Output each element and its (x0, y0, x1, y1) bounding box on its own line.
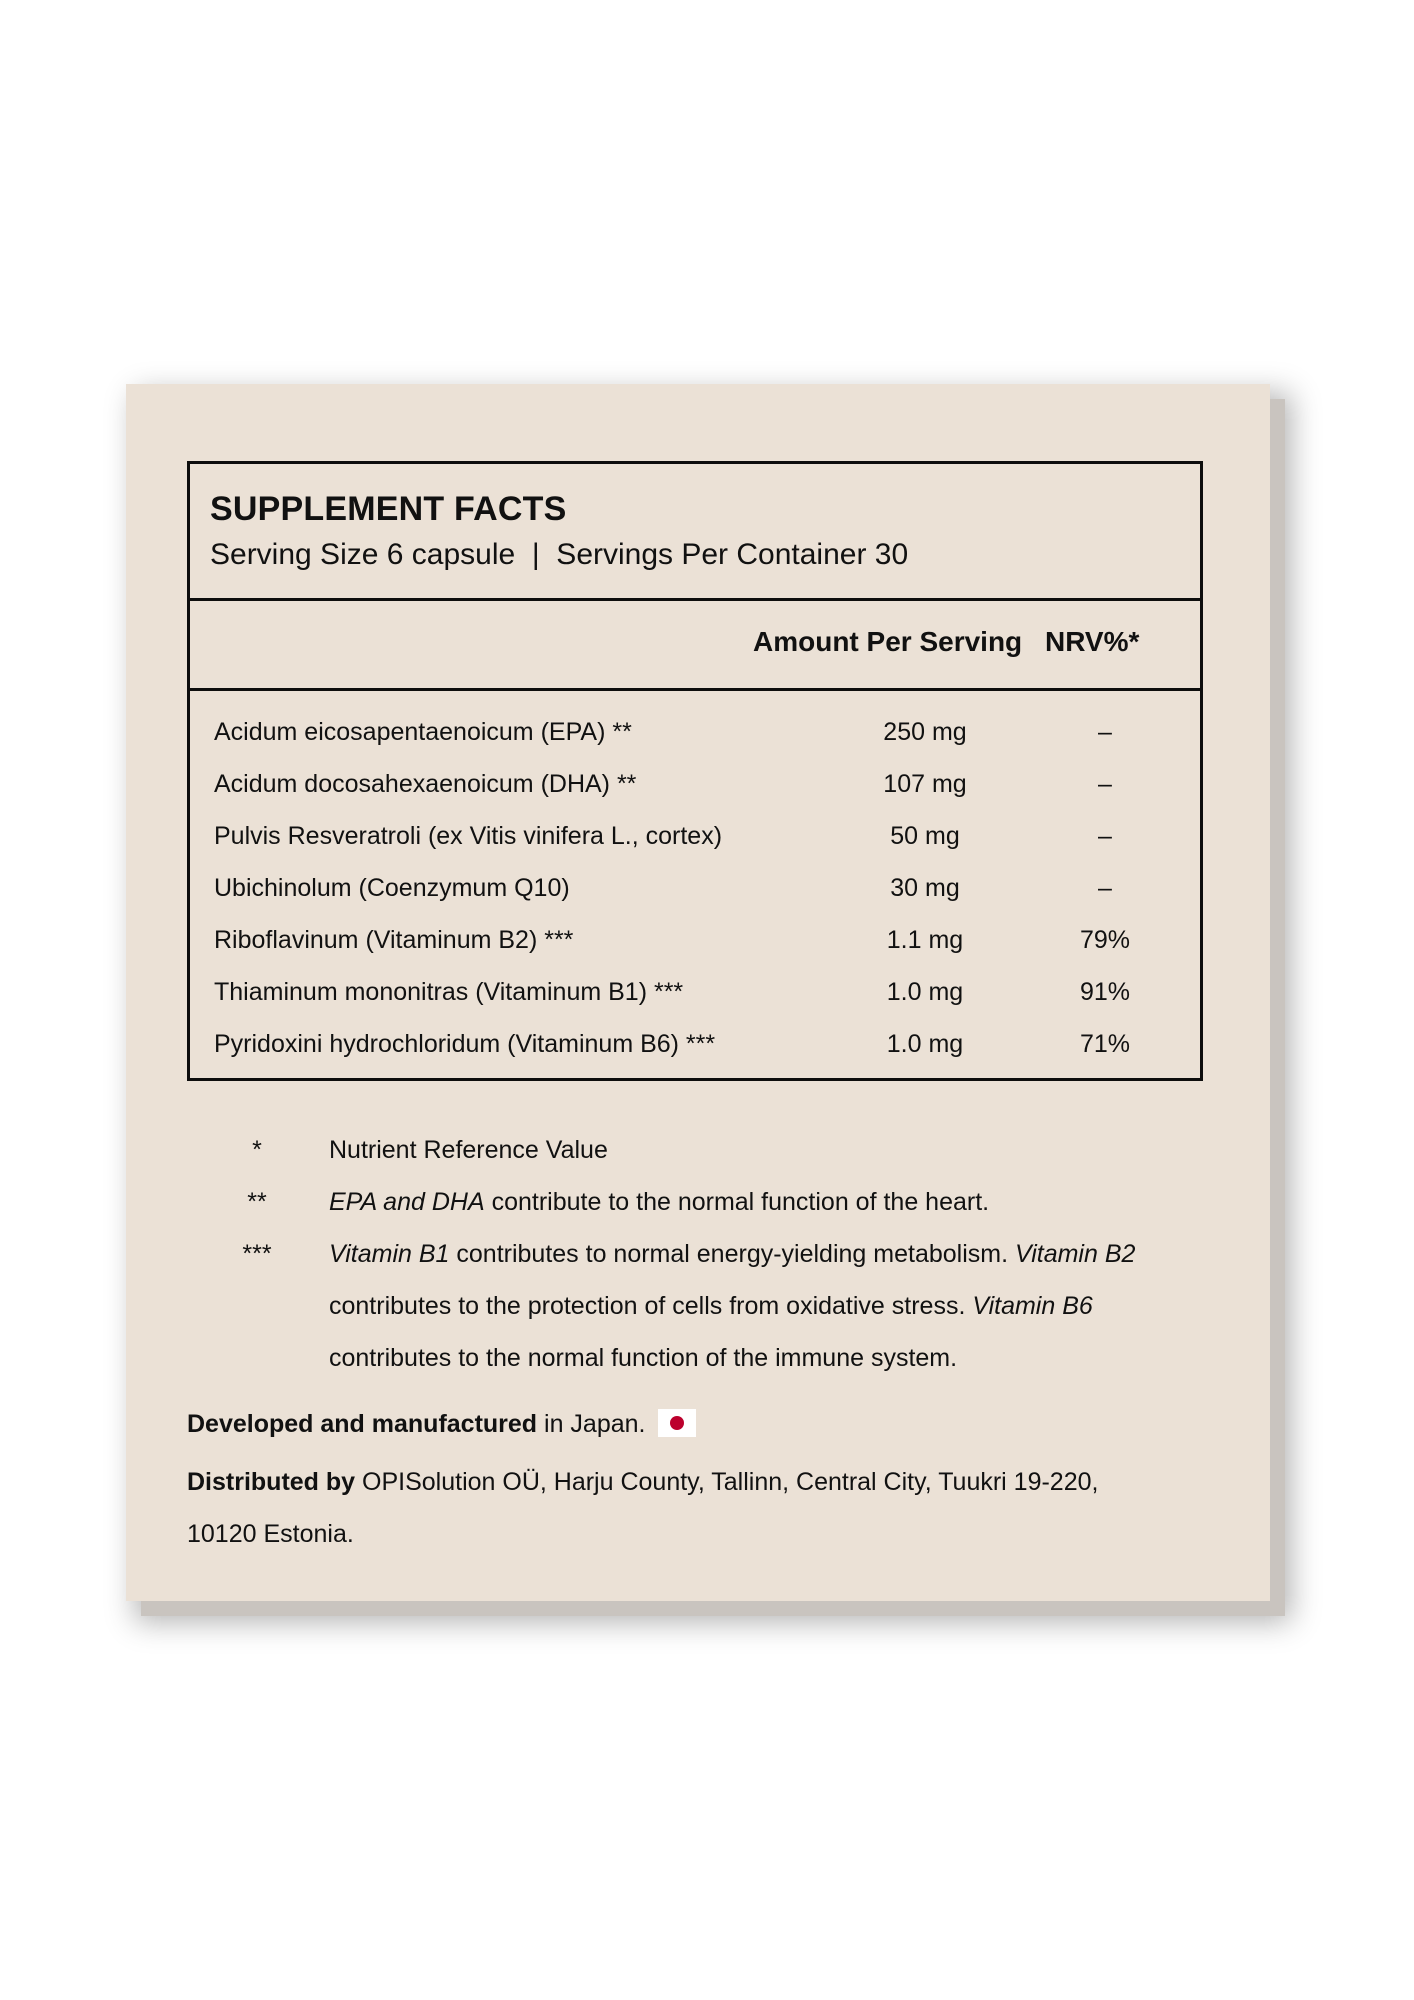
footnotes (187, 1124, 1227, 1384)
amount-value: 30 mg (890, 874, 960, 902)
ingredient-name: Ubichinolum (Coenzymum Q10) (214, 874, 570, 902)
amount-value: 50 mg (890, 822, 960, 850)
footnote (187, 1124, 1227, 1176)
ingredient-name: Pulvis Resveratroli (ex Vitis vinifera L., cortex) (214, 822, 723, 850)
nrv-value: – (1098, 770, 1112, 798)
footnote-marker: * (252, 1136, 262, 1164)
amount-value: 1.0 mg (886, 1030, 964, 1058)
header-divider (190, 598, 1200, 601)
distributor-info (187, 1456, 1127, 1560)
column-divider (190, 688, 1200, 691)
ingredient-name: Acidum docosahexaenoicum (DHA) ** (214, 770, 637, 798)
table-row (190, 822, 1200, 874)
footnote-emphasis: EPA and DHA (329, 1188, 485, 1216)
flag-red-disc (670, 1416, 684, 1430)
supplement-facts-table (187, 461, 1203, 1081)
nrv-value: – (1098, 874, 1112, 902)
distributor-bold: Distributed by (187, 1468, 356, 1496)
table-row (190, 926, 1200, 978)
distributor-rest: OPISolution OÜ, Harju County, Tallinn, Central City, Tuukri 19-220, 10120 Estonia. (187, 1468, 1099, 1548)
table-row (190, 718, 1200, 770)
table-row (190, 1030, 1200, 1082)
footnote-emphasis: Vitamin B6 (972, 1292, 1093, 1320)
origin-rest: in Japan. (537, 1410, 646, 1438)
nrv-value: – (1098, 718, 1112, 746)
footnote-text (329, 1124, 1209, 1176)
nrv-value: 91% (1079, 978, 1131, 1006)
amount-value: 1.1 mg (886, 926, 964, 954)
footnote-text (329, 1228, 1209, 1384)
footnote-emphasis: Vitamin B2 (1014, 1240, 1136, 1268)
ingredient-name: Acidum eicosapentaenoicum (EPA) ** (214, 718, 632, 746)
footnote-segment: Nutrient Reference Value (329, 1136, 608, 1164)
ingredient-name: Thiaminum mononitras (Vitaminum B1) *** (214, 978, 684, 1006)
nrv-value: 79% (1079, 926, 1131, 954)
label-card (126, 384, 1270, 1601)
table-row (190, 874, 1200, 926)
table-row (190, 770, 1200, 822)
nrv-value: – (1098, 822, 1112, 850)
footnote-segment: contributes to normal energy-yielding metabolism. (449, 1240, 1015, 1268)
footnote-emphasis: Vitamin B1 (329, 1240, 450, 1268)
facts-title: SUPPLEMENT FACTS (210, 490, 567, 528)
ingredient-name: Pyridoxini hydrochloridum (Vitaminum B6) *** (214, 1030, 716, 1058)
footnote-segment: contribute to the normal function of the heart. (484, 1188, 990, 1216)
footnote (187, 1176, 1227, 1228)
footnote-text (329, 1176, 1209, 1228)
nrv-value: 71% (1079, 1030, 1131, 1058)
footnote-segment: contributes to the normal function of the immune system. (329, 1344, 958, 1372)
amount-value: 107 mg (883, 770, 967, 798)
ingredient-name: Riboflavinum (Vitaminum B2) *** (214, 926, 574, 954)
footnote-marker: ** (247, 1188, 267, 1216)
col-header-nrv: NRV%* (1045, 626, 1140, 657)
japan-flag-icon (658, 1409, 696, 1437)
footnote-segment: contributes to the protection of cells from oxidative stress. (329, 1292, 973, 1320)
col-header-amount: Amount Per Serving (753, 626, 1023, 657)
footnote (187, 1228, 1227, 1384)
origin-bold: Developed and manufactured (187, 1410, 538, 1438)
amount-value: 250 mg (883, 718, 967, 746)
table-row (190, 978, 1200, 1030)
amount-value: 1.0 mg (886, 978, 964, 1006)
serving-info: Serving Size 6 capsule | Servings Per Container 30 (210, 538, 909, 571)
origin-line (187, 1404, 696, 1444)
footnote-marker: *** (242, 1240, 272, 1268)
